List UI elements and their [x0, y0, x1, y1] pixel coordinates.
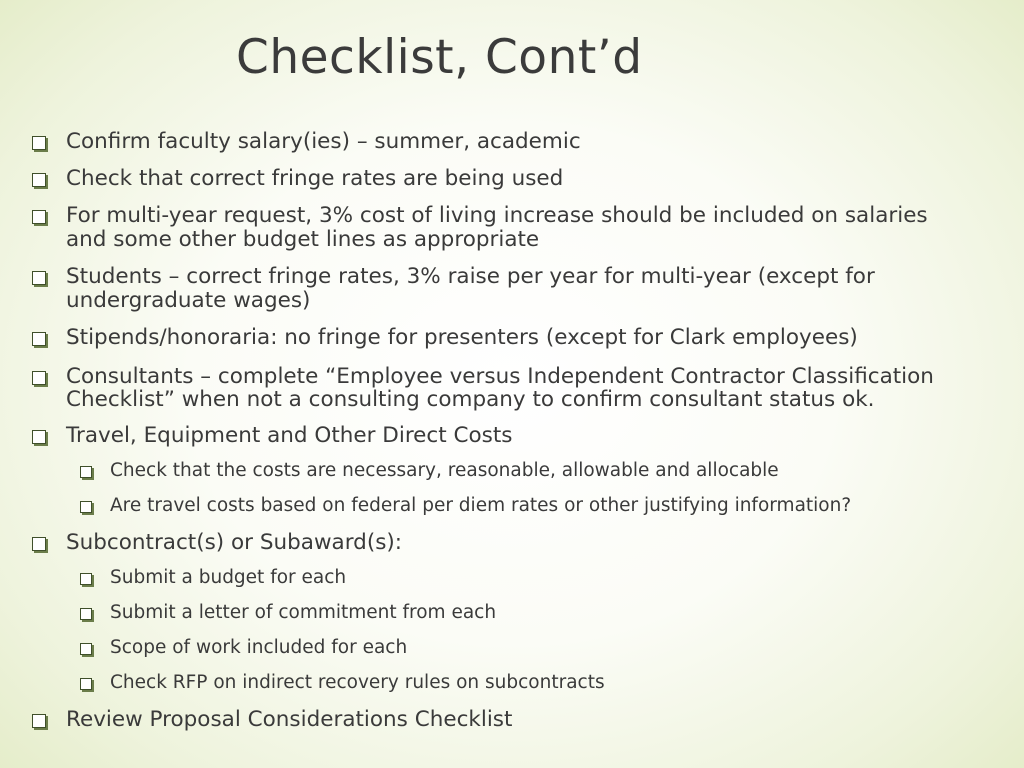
checkbox-bullet-icon — [32, 371, 46, 385]
checkbox-bullet-icon — [32, 271, 46, 285]
item-text: Stipends/honoraria: no fringe for presenters (except for Clark employees) — [66, 325, 858, 350]
subitem-text: Scope of work included for each — [110, 637, 408, 658]
checkbox-bullet-icon — [80, 573, 92, 585]
item-text: Checklist” when not a consulting company to confirm consultant status ok. — [66, 387, 875, 412]
checkbox-bullet-icon — [80, 608, 92, 620]
checkbox-bullet-icon — [32, 173, 46, 187]
checkbox-bullet-icon — [32, 714, 46, 728]
slide-title: Checklist, Cont’d — [236, 30, 643, 85]
item-text: Check that correct fringe rates are being used — [66, 166, 564, 191]
item-text: Travel, Equipment and Other Direct Costs — [66, 423, 513, 448]
subitem-text: Submit a budget for each — [110, 567, 347, 588]
item-text: Review Proposal Considerations Checklist — [66, 707, 513, 732]
subitem-text: Submit a letter of commitment from each — [110, 602, 497, 623]
checkbox-bullet-icon — [32, 537, 46, 551]
checkbox-bullet-icon — [32, 210, 46, 224]
item-text: For multi-year request, 3% cost of living increase should be included on salaries — [66, 203, 928, 228]
item-text: and some other budget lines as appropriate — [66, 227, 540, 252]
checkbox-bullet-icon — [32, 332, 46, 346]
item-text: Confirm faculty salary(ies) – summer, academic — [66, 129, 581, 154]
item-text: Consultants – complete “Employee versus Independent Contractor Classification — [66, 364, 934, 389]
item-text: Students – correct fringe rates, 3% raise per year for multi-year (except for — [66, 264, 875, 289]
item-text: undergraduate wages) — [66, 288, 311, 313]
checkbox-bullet-icon — [80, 643, 92, 655]
subitem-text: Are travel costs based on federal per diem rates or other justifying information? — [110, 495, 852, 516]
checkbox-bullet-icon — [32, 430, 46, 444]
subitem-text: Check that the costs are necessary, reasonable, allowable and allocable — [110, 460, 779, 481]
checkbox-bullet-icon — [32, 136, 46, 150]
checkbox-bullet-icon — [80, 466, 92, 478]
checkbox-bullet-icon — [80, 501, 92, 513]
checkbox-bullet-icon — [80, 678, 92, 690]
subitem-text: Check RFP on indirect recovery rules on subcontracts — [110, 672, 605, 693]
item-text: Subcontract(s) or Subaward(s): — [66, 530, 403, 555]
